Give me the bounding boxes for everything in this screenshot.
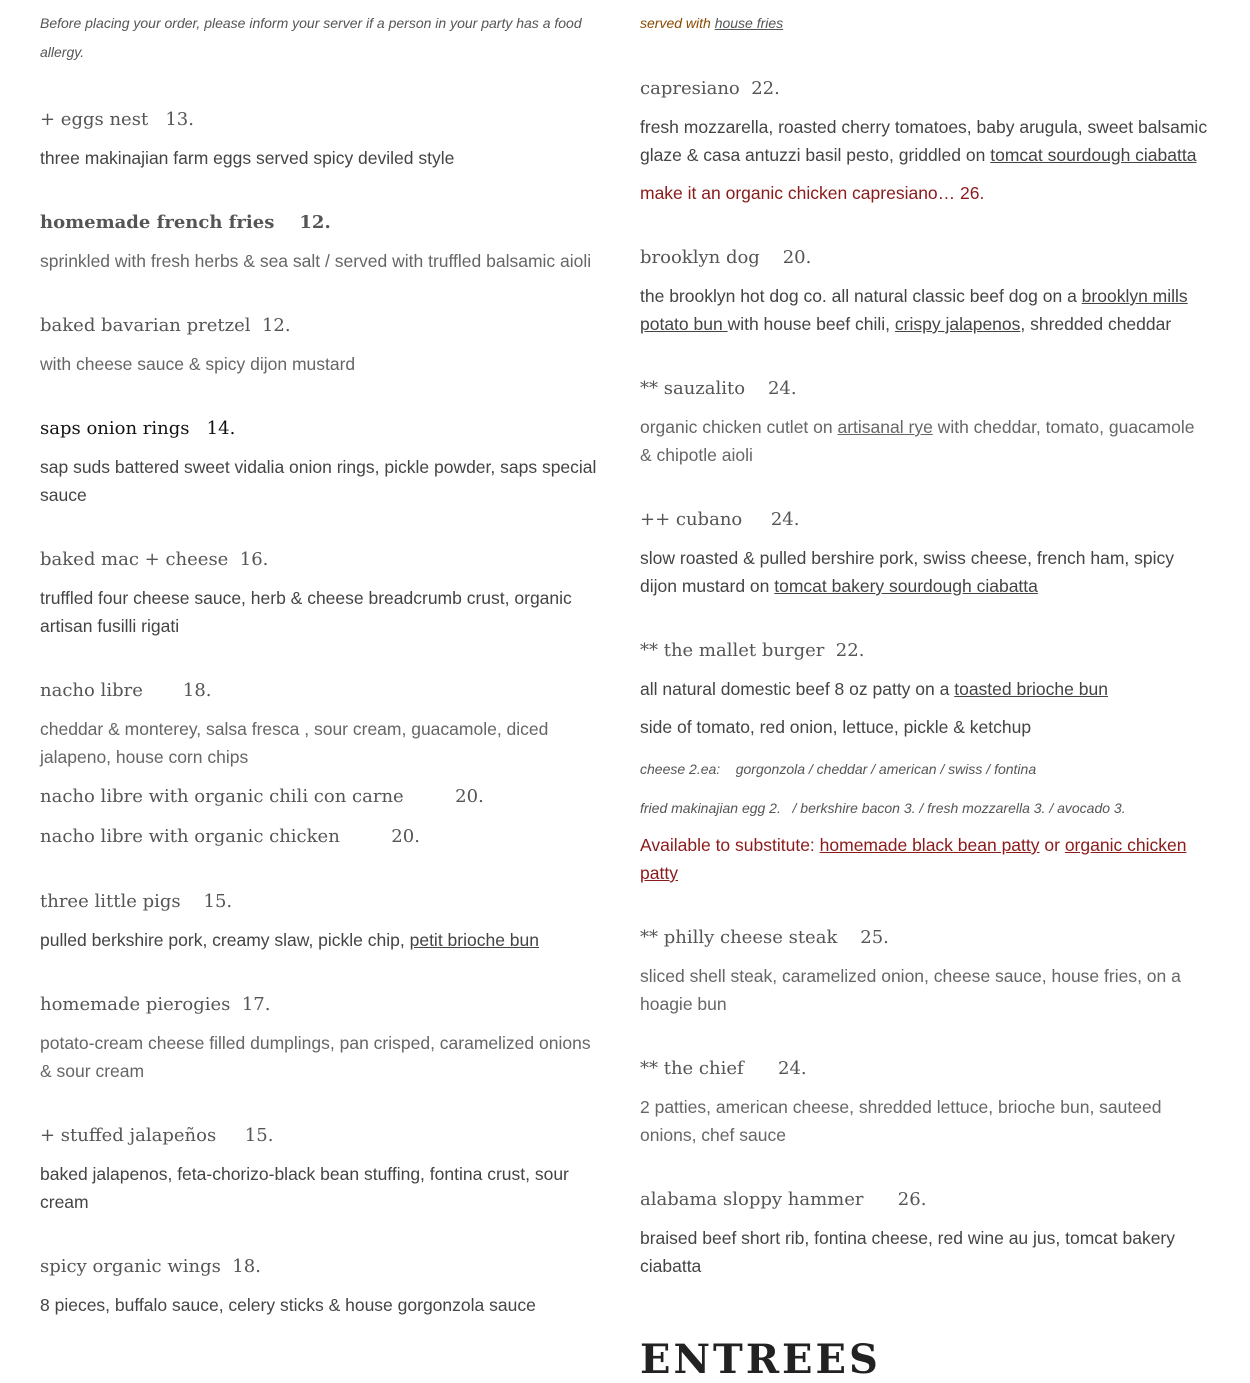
tomcat-sourdough-ciabatta-link[interactable]: tomcat sourdough ciabatta (990, 145, 1197, 165)
item-title: baked mac + cheese 16. (40, 549, 269, 570)
item-description: braised beef short rib, fontina cheese, red wine au jus, tomcat bakery ciabatta (640, 1228, 1176, 1276)
menu-item-french-fries (40, 209, 605, 275)
desc-text: with cheddar, tomato, guacamole & chipotle aioli (640, 417, 1195, 465)
addon-options: fried makinajian egg 2. / berkshire bacon 3. / fresh mozzarella 3. / avocado 3. (640, 800, 1126, 816)
desc-text: the brooklyn hot dog co. all natural classic beef dog on a (640, 286, 1082, 306)
item-title: capresiano 22. (640, 78, 780, 99)
item-title: three little pigs 15. (40, 891, 233, 912)
item-title: ** the chief 24. (640, 1058, 807, 1079)
item-title: baked bavarian pretzel 12. (40, 315, 291, 336)
menu-item-wings (40, 1253, 605, 1319)
desc-text: slow roasted & pulled bershire pork, swiss cheese, french ham, spicy dijon mustard on (640, 548, 1174, 596)
item-description: potato-cream cheese filled dumplings, pan crisped, caramelized onions & sour cream (40, 1033, 591, 1081)
item-title: alabama sloppy hammer 26. (640, 1189, 927, 1210)
item-title: saps onion rings 14. (40, 418, 236, 439)
item-description (640, 544, 1210, 600)
house-fries-link[interactable]: house fries (714, 15, 784, 31)
organic-chicken-patty-link[interactable]: organic chicken patty (640, 835, 1187, 883)
menu-item-nacho-libre (40, 677, 605, 851)
item-variant-chili: nacho libre with organic chili con carne 20. (40, 786, 484, 807)
desc-text: all natural domestic beef 8 oz patty on a (640, 679, 955, 699)
desc-text: with house beef chili, (727, 314, 895, 334)
desc-text: fresh mozzarella, roasted cherry tomatoes, baby arugula, sweet balsamic glaze & casa antuzzi basil pesto, griddled on (640, 117, 1208, 165)
item-title: nacho libre 18. (40, 680, 212, 701)
menu-item-little-pigs (40, 888, 605, 954)
menu-item-capresiano (640, 75, 1210, 207)
menu-item-mallet-burger (640, 637, 1210, 887)
item-description: sprinkled with fresh herbs & sea salt / served with truffled balsamic aioli (40, 251, 592, 271)
served-with-note (640, 9, 1210, 38)
menu-item-mac-cheese (40, 546, 605, 640)
item-title: ++ cubano 24. (640, 509, 800, 530)
menu-item-eggs-nest (40, 106, 605, 172)
right-column (640, 0, 1210, 1317)
menu-item-stuffed-jalapenos (40, 1122, 605, 1216)
desc-text: Available to substitute: (640, 835, 820, 855)
menu-item-cubano (640, 506, 1210, 600)
desc-text: pulled berkshire pork, creamy slaw, pickle chip, (40, 930, 410, 950)
black-bean-patty-link[interactable]: homemade black bean patty (819, 835, 1040, 855)
cheese-options: cheese 2.ea: gorgonzola / cheddar / american / swiss / fontina (640, 761, 1037, 777)
menu-item-pretzel (40, 312, 605, 378)
left-column (40, 0, 605, 1356)
item-description: sap suds battered sweet vidalia onion rings, pickle powder, saps special sauce (40, 457, 597, 505)
burger-sides: side of tomato, red onion, lettuce, pickle & ketchup (640, 717, 1032, 737)
desc-text: , shredded cheddar (1020, 314, 1172, 334)
item-title: homemade pierogies 17. (40, 994, 271, 1015)
item-title: brooklyn dog 20. (640, 247, 812, 268)
served-with-text: served with (640, 15, 715, 31)
menu-item-sauzalito (640, 375, 1210, 469)
menu-item-pierogies (40, 991, 605, 1085)
item-title: ** philly cheese steak 25. (640, 927, 889, 948)
menu-item-the-chief (640, 1055, 1210, 1149)
menu-item-alabama-sloppy-hammer (640, 1186, 1210, 1280)
item-description (640, 282, 1210, 338)
item-description (640, 413, 1210, 469)
menu-item-onion-rings (40, 415, 605, 509)
artisanal-rye-link[interactable]: artisanal rye (837, 417, 933, 437)
item-description: three makinajian farm eggs served spicy deviled style (40, 148, 455, 168)
item-description (40, 926, 605, 954)
item-description (640, 113, 1210, 169)
allergy-note: Before placing your order, please inform your server if a person in your party has a food allergy. (40, 15, 582, 60)
desc-text: or (1039, 835, 1065, 855)
item-variant-chicken: nacho libre with organic chicken 20. (40, 826, 420, 847)
menu-item-brooklyn-dog (640, 244, 1210, 338)
substitute-note (640, 831, 1210, 887)
section-heading-entrees: ENTREES (640, 1336, 881, 1383)
item-description: with cheese sauce & spicy dijon mustard (40, 354, 356, 374)
chicken-upsell: make it an organic chicken capresiano… 26. (640, 183, 985, 203)
item-title: ** the mallet burger 22. (640, 640, 865, 661)
item-title: + stuffed jalapeños 15. (40, 1125, 274, 1146)
toasted-brioche-bun-link[interactable]: toasted brioche bun (954, 679, 1108, 699)
brooklyn-mills-bun-link[interactable]: brooklyn mills potato bun (640, 286, 1188, 334)
item-title: homemade french fries 12. (40, 212, 331, 233)
item-title: + eggs nest 13. (40, 109, 194, 130)
item-title: ** sauzalito 24. (640, 378, 797, 399)
crispy-jalapenos-link[interactable]: crispy jalapenos (894, 314, 1021, 334)
item-description: sliced shell steak, caramelized onion, cheese sauce, house fries, on a hoagie bun (640, 966, 1181, 1014)
item-description (640, 675, 1210, 703)
petit-brioche-bun-link[interactable]: petit brioche bun (409, 930, 540, 950)
item-description: truffled four cheese sauce, herb & cheese breadcrumb crust, organic artisan fusilli rigati (40, 588, 572, 636)
tomcat-bakery-ciabatta-link[interactable]: tomcat bakery sourdough ciabatta (774, 576, 1038, 596)
item-description: cheddar & monterey, salsa fresca , sour cream, guacamole, diced jalapeno, house corn chips (40, 719, 549, 767)
item-description: baked jalapenos, feta-chorizo-black bean stuffing, fontina crust, sour cream (40, 1164, 569, 1212)
item-description: 2 patties, american cheese, shredded lettuce, brioche bun, sauteed onions, chef sauce (640, 1097, 1162, 1145)
menu-item-philly-cheese-steak (640, 924, 1210, 1018)
item-title: spicy organic wings 18. (40, 1256, 261, 1277)
item-description: 8 pieces, buffalo sauce, celery sticks & house gorgonzola sauce (40, 1295, 536, 1315)
desc-text: organic chicken cutlet on (640, 417, 838, 437)
